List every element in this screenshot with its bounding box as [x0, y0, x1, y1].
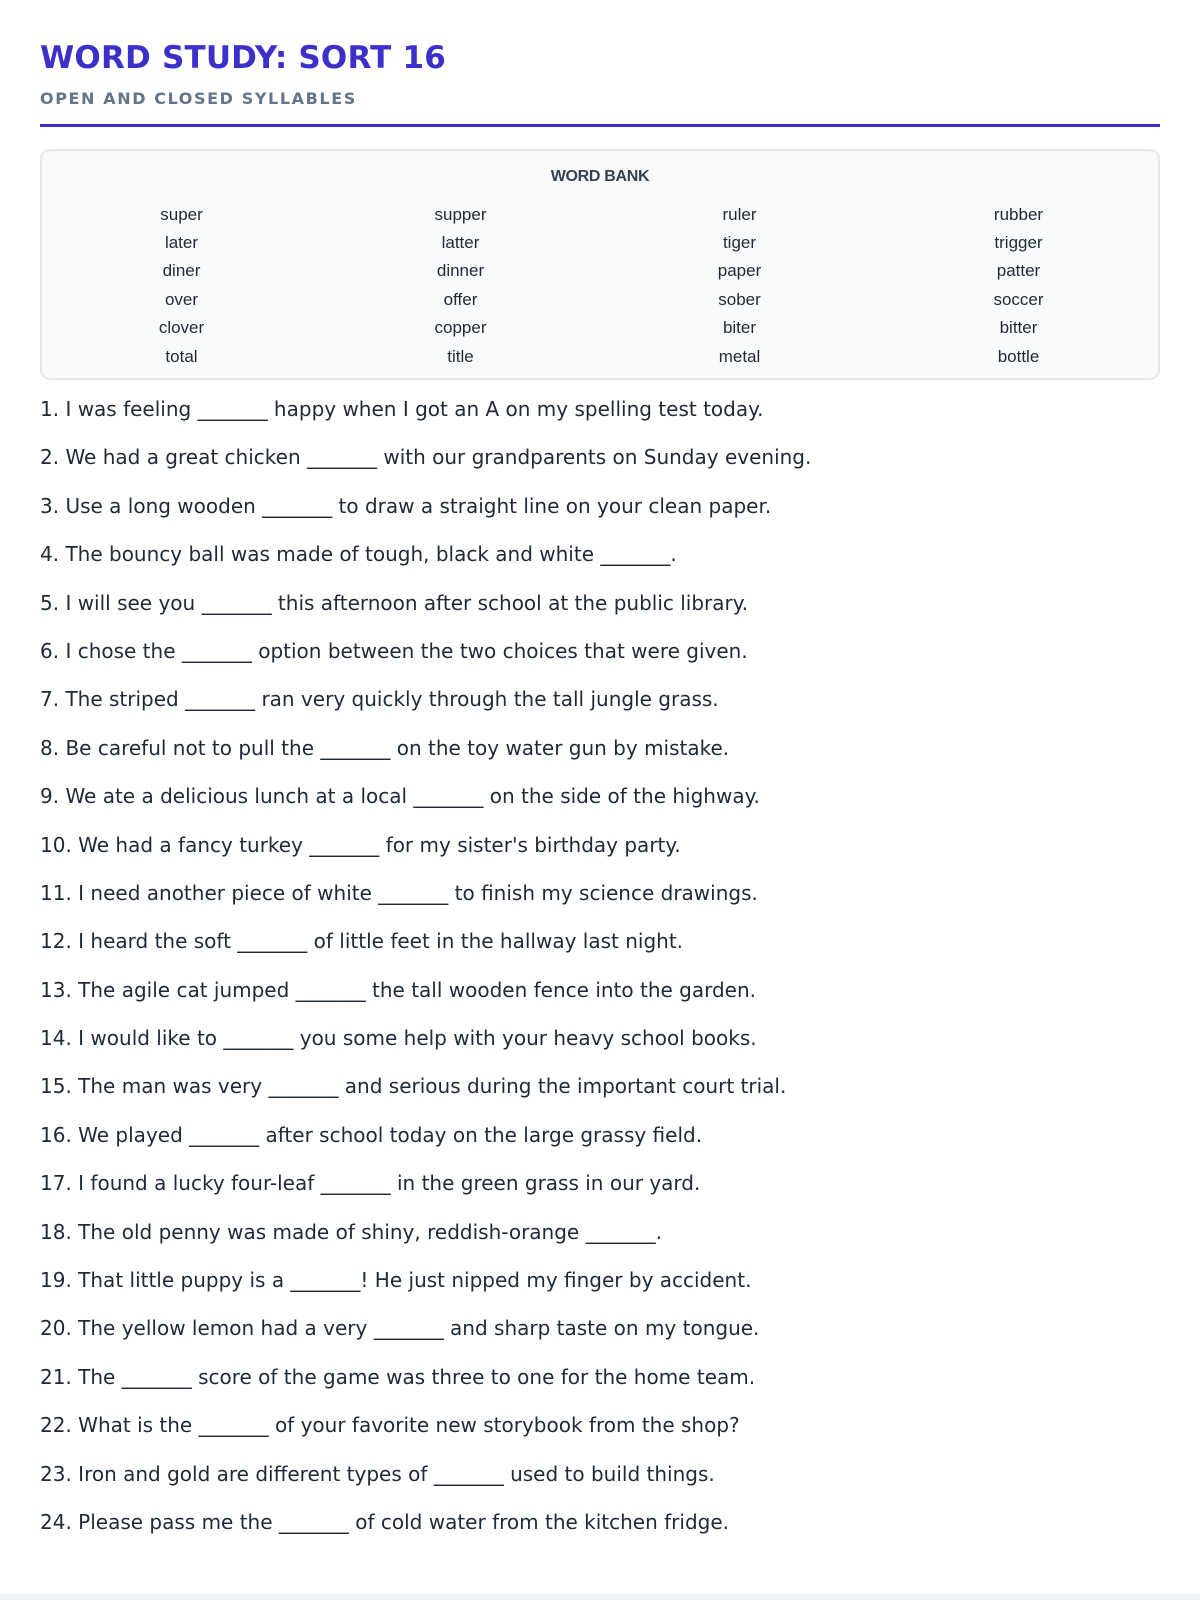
- word-bank-panel: [40, 149, 1160, 380]
- sentence-item: 6. I chose the _______ option between the two choices that were given.: [40, 638, 748, 663]
- sentence-item: 22. What is the _______ of your favorite new storybook from the shop?: [40, 1413, 740, 1438]
- word-bank-word: sober: [718, 289, 761, 309]
- sentence-item: 2. We had a great chicken _______ with our grandparents on Sunday evening.: [40, 445, 812, 470]
- word-bank-word: soccer: [993, 289, 1044, 309]
- word-bank-word: dinner: [436, 261, 485, 281]
- sentence-item: 20. The yellow lemon had a very _______ and sharp taste on my tongue.: [40, 1316, 760, 1341]
- sentence-item: 9. We ate a delicious lunch at a local _______ on the side of the highway.: [40, 784, 760, 809]
- word-bank-word: bottle: [997, 346, 1040, 366]
- word-bank-word: later: [164, 233, 199, 253]
- word-bank-title: WORD BANK: [550, 168, 650, 185]
- word-bank-word: rubber: [993, 204, 1044, 224]
- word-bank-word: clover: [158, 318, 205, 338]
- word-bank-word: copper: [434, 318, 487, 338]
- sentence-item: 24. Please pass me the _______ of cold water from the kitchen fridge.: [40, 1509, 730, 1534]
- sentence-list: [40, 397, 1160, 1558]
- word-bank-word: diner: [162, 261, 201, 281]
- header-divider: [40, 124, 1160, 127]
- word-bank-word: offer: [443, 289, 478, 309]
- word-bank-word: metal: [718, 346, 761, 366]
- sentence-item: 19. That little puppy is a _______! He just nipped my finger by accident.: [40, 1268, 752, 1293]
- word-bank-word: tiger: [722, 233, 757, 253]
- sentence-item: 5. I will see you _______ this afternoon after school at the public library.: [40, 590, 749, 615]
- word-bank-word: bitter: [999, 318, 1038, 338]
- page-title: WORD STUDY: SORT 16: [40, 40, 447, 76]
- footer-band: [0, 1594, 1200, 1600]
- word-bank-word: super: [160, 204, 203, 224]
- word-bank-word: trigger: [994, 233, 1043, 253]
- sentence-item: 17. I found a lucky four-leaf _______ in the green grass in our yard.: [40, 1171, 701, 1196]
- word-bank-grid: [42, 200, 1158, 370]
- sentence-item: 15. The man was very _______ and serious during the important court trial.: [40, 1074, 787, 1099]
- sentence-item: 3. Use a long wooden _______ to draw a straight line on your clean paper.: [40, 493, 772, 518]
- word-bank-word: total: [165, 346, 198, 366]
- page-subtitle: OPEN AND CLOSED SYLLABLES: [40, 89, 357, 108]
- word-bank-word: paper: [717, 261, 762, 281]
- word-bank-word: patter: [996, 261, 1041, 281]
- word-bank-word: title: [447, 346, 474, 366]
- word-bank-word: biter: [722, 318, 757, 338]
- sentence-item: 14. I would like to _______ you some help with your heavy school books.: [40, 1026, 757, 1051]
- sentence-item: 7. The striped _______ ran very quickly through the tall jungle grass.: [40, 687, 719, 712]
- sentence-item: 21. The _______ score of the game was three to one for the home team.: [40, 1364, 756, 1389]
- sentence-item: 16. We played _______ after school today on the large grassy field.: [40, 1122, 703, 1147]
- sentence-item: 12. I heard the soft _______ of little feet in the hallway last night.: [40, 929, 684, 954]
- sentence-item: 23. Iron and gold are different types of _______ used to build things.: [40, 1461, 715, 1486]
- sentence-item: 11. I need another piece of white _______ to finish my science drawings.: [40, 880, 758, 905]
- sentence-item: 10. We had a fancy turkey _______ for my sister's birthday party.: [40, 832, 681, 857]
- word-bank-word: latter: [441, 233, 480, 253]
- word-bank-word: over: [164, 289, 199, 309]
- sentence-item: 1. I was feeling _______ happy when I got an A on my spelling test today.: [40, 397, 764, 421]
- sentence-item: 8. Be careful not to pull the _______ on the toy water gun by mistake.: [40, 735, 730, 760]
- sentence-item: 18. The old penny was made of shiny, reddish-orange _______.: [40, 1219, 662, 1244]
- sentence-item: 4. The bouncy ball was made of tough, black and white _______.: [40, 542, 677, 567]
- word-bank-word: ruler: [722, 204, 757, 224]
- sentence-item: 13. The agile cat jumped _______ the tall wooden fence into the garden.: [40, 977, 757, 1002]
- word-bank-word: supper: [434, 204, 487, 224]
